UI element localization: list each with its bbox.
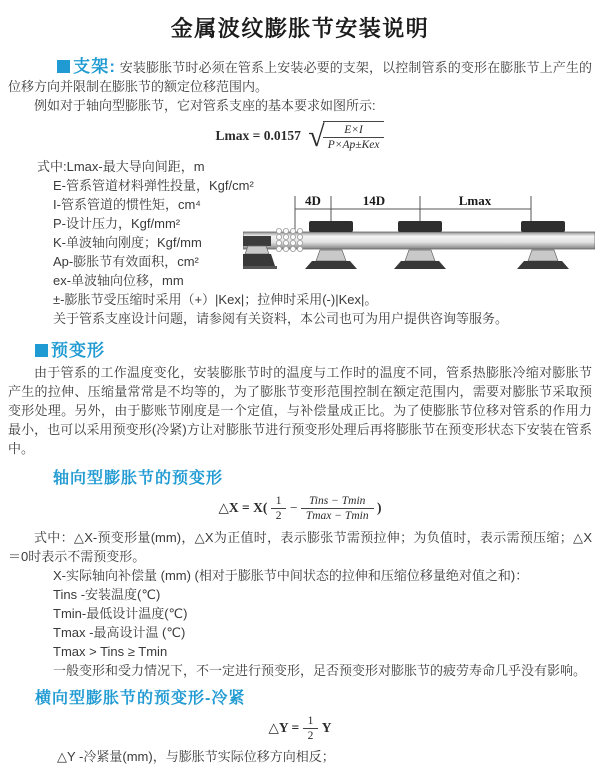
predeform-heading-label: 预变形 [51,340,105,360]
definition-row: Ap-膨胀节有效面积，cm² [53,253,199,269]
support-section-heading [57,57,116,76]
definition-row: ±-膨胀节受压缩时采用（+）|Kex|；拉伸时采用(-)|Kex|。 [53,291,378,307]
radical-sign-icon: √ [308,119,325,153]
sqrt-radical [308,121,384,153]
lateral-note: △Y -冷紧量(mm)，与膨胀节实际位移方向相反； [57,749,335,765]
axial-formula [8,494,592,524]
lateral-half-numerator: 1 [303,714,319,729]
blue-square-bullet-icon [57,60,70,73]
predeform-section-heading [35,336,592,361]
axial-where-paragraph: 式中：△X-预变形量(mm)，△X为正值时，表示膨张节需预拉伸；为负值时，表示需预压缩；△X＝0时表示不需预变形。 [8,529,592,564]
definition-row: I-管系管道的惯性矩，cm⁴ [53,196,201,212]
axial-formula-rhs: ) [376,499,382,515]
lateral-formula-rhs: Y [321,719,332,735]
lmax-formula-numerator: E×I [323,123,385,138]
lmax-formula-denominator: P×Ap±Kex [327,139,380,152]
axial-half-denominator: 2 [275,510,282,523]
page-title: 金属波纹膨胀节安装说明 [170,16,430,41]
definition-row: E-管系管道材料弹性投量，Kgf/cm² [53,177,254,193]
axial-item: Tmin-最低设计温度(℃) [53,605,188,621]
pipe-support-diagram [243,190,595,286]
axial-item: X-实际轴向补偿量 (mm) (相对于膨胀节中间状态的拉伸和压缩位移量绝对值之和)： [53,567,529,583]
axial-formula-lhs: △X = X( [218,499,268,515]
axial-half-numerator: 1 [271,494,287,509]
support-heading-label: 支架: [73,57,117,76]
axial-item: Tmax -最高设计温 (℃) [53,624,186,640]
axial-formula-denominator: Tmax − Tmin [305,510,369,523]
blue-square-bullet-icon [35,344,48,357]
lmax-formula-lhs: Lmax = 0.0157 [215,127,301,143]
axial-formula-numerator: Tins − Tmin [301,494,374,509]
definition-row: K-单波轴向刚度；Kgf/mm [53,234,202,250]
support-intro-paragraph [8,57,592,96]
lateral-formula [8,714,592,744]
dim-label-14d: 14D [362,193,386,208]
lateral-subsection-heading: 横向型膨胀节的预变形-冷紧 [35,689,246,707]
dim-label-4d: 4D [305,193,321,208]
axial-items-list [53,566,592,661]
support-where-line: 式中:Lmax-最大导向间距，m [37,158,205,174]
support-note: 关于管系支座设计问题，请参阅有关资料，本公司也可为用户提供咨询等服务。 [53,310,509,326]
axial-item: Tmax > Tins ≥ Tmin [53,643,168,659]
support-example-line: 例如对于轴向型膨胀节，它对管系支座的基本要求如图所示: [34,98,376,113]
support-intro-text: 安装膨胀节时必须在管系上安装必要的支架，以控制管系的变形在膨胀节上产生的位移方向并限制在膨胀节的额定位移范围内。 [8,60,592,94]
lmax-formula [8,121,592,153]
lateral-formula-lhs: △Y = [268,719,300,735]
axial-note: 一般变形和受力情况下，不一定进行预变形，足否预变形对膨胀节的疲劳寿命几乎没有影响。 [53,662,587,678]
axial-item: Tins -安装温度(℃) [53,586,161,602]
axial-minus-sign: − [289,499,298,515]
lateral-half-denominator: 2 [307,729,314,742]
pipe [243,232,595,249]
axial-subsection-heading: 轴向型膨胀节的预变形 [53,469,224,487]
definition-row: P-设计压力，Kgf/mm² [53,215,181,231]
dim-label-lmax: Lmax [458,193,492,208]
predeform-paragraph: 由于管系的工作温度变化，安装膨胀节时的温度与工作时的温度不同，管系热膨胀冷缩对膨胀节产生的拉伸、压缩量常常是不均等的，为了膨胀节变形范围控制在额定范围内，需要对膨胀节采取预变形处理。另外，由于膨账节刚度是一个定值，与补偿量成正比。为了使膨胀节位移对管系的作用力最小，也可以采用预变形(冷紧)方让对膨胀节进行预变形处理后再将膨胀节在预变形状态下安装在管系中。 [8,364,592,456]
definition-row: ex-单波轴向位移，mm [53,272,184,288]
